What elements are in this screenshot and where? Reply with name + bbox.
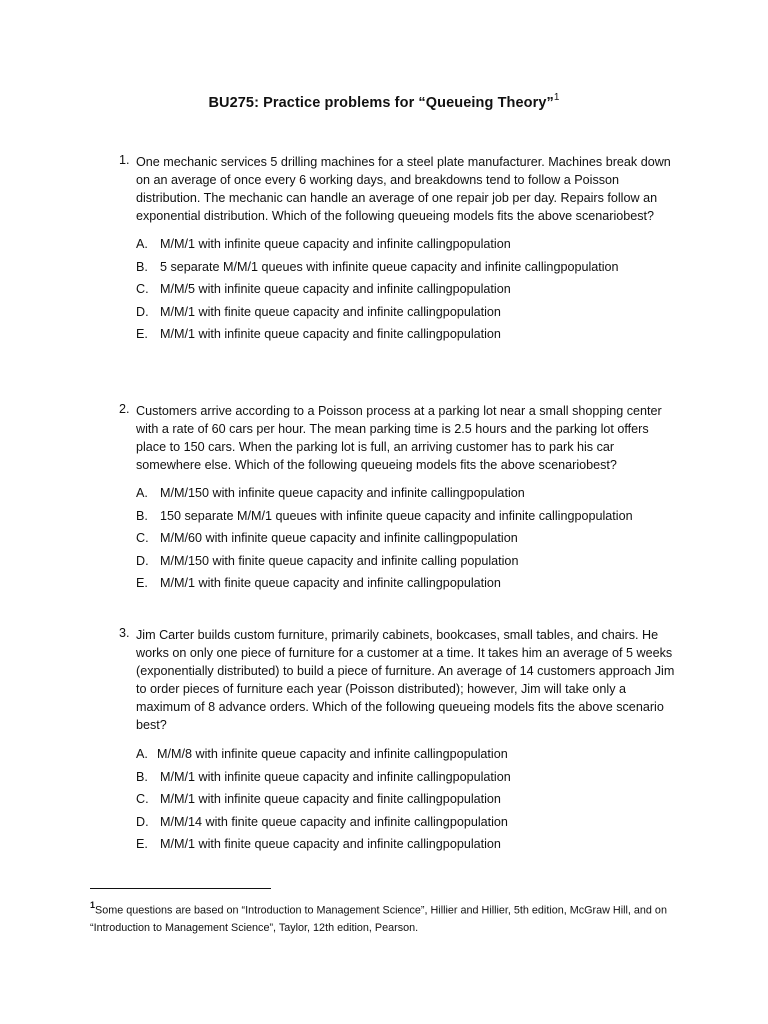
problem-number: 3. (119, 626, 130, 640)
footnote (90, 898, 690, 937)
option-e (136, 325, 676, 348)
option-text: 5 separate M/M/1 queues with infinite queue capacity and infinite callingpopulation (160, 259, 619, 274)
option-a (136, 484, 676, 507)
options-list (136, 235, 676, 348)
option-letter: A. (136, 486, 148, 500)
option-letter: E. (136, 837, 148, 851)
option-b (136, 768, 676, 791)
option-text: M/M/60 with infinite queue capacity and infinite callingpopulation (160, 531, 518, 545)
problem-number: 1. (119, 153, 130, 167)
option-letter: E. (136, 327, 148, 341)
option-letter: A. (136, 237, 148, 251)
problem-number: 2. (119, 402, 130, 416)
option-text: M/M/1 with infinite queue capacity and finite callingpopulation (160, 327, 501, 341)
footnote-text: Some questions are based on “Introduction to Management Science”, Hillier and Hillier, 5th edition, McGraw Hill, and on “Introduction to Management Science”, Taylor, 12th edition, Pearson. (90, 904, 667, 934)
option-c (136, 529, 676, 552)
option-text: M/M/1 with finite queue capacity and infinite callingpopulation (160, 837, 501, 851)
title-text: BU275: Practice problems for “Queueing Theory” (208, 94, 554, 111)
option-letter: D. (136, 304, 149, 319)
option-letter: C. (136, 792, 149, 806)
option-letter: D. (136, 553, 149, 568)
option-letter: A. (136, 747, 148, 761)
option-e (136, 574, 676, 597)
options-list (136, 484, 676, 597)
page-title (0, 93, 768, 111)
option-text: M/M/14 with finite queue capacity and infinite callingpopulation (160, 814, 508, 829)
title-footnote-mark: 1 (553, 92, 560, 103)
option-e (136, 835, 676, 858)
option-text: M/M/1 with infinite queue capacity and infinite callingpopulation (160, 237, 511, 251)
option-letter: E. (136, 576, 148, 590)
option-b (136, 507, 676, 530)
option-letter: B. (136, 508, 148, 523)
option-d (136, 813, 676, 836)
option-letter: C. (136, 282, 149, 296)
option-text: M/M/8 with infinite queue capacity and infinite callingpopulation (157, 747, 508, 761)
option-text: M/M/5 with infinite queue capacity and infinite callingpopulation (160, 282, 511, 296)
options-list (136, 745, 676, 858)
option-c (136, 790, 676, 813)
option-d (136, 303, 676, 326)
option-text: M/M/1 with finite queue capacity and infinite callingpopulation (160, 304, 501, 319)
option-letter: D. (136, 814, 149, 829)
option-text: M/M/150 with finite queue capacity and infinite calling population (160, 553, 519, 568)
option-a (136, 745, 676, 768)
option-text: M/M/150 with infinite queue capacity and infinite callingpopulation (160, 486, 525, 500)
option-letter: B. (136, 769, 148, 784)
option-text: M/M/1 with infinite queue capacity and finite callingpopulation (160, 792, 501, 806)
option-text: M/M/1 with finite queue capacity and infinite callingpopulation (160, 576, 501, 590)
problem-text: Jim Carter builds custom furniture, primarily cabinets, bookcases, small tables, and chairs. He works on only one piece of furniture for a customer at a time. It takes him an average of 5 weeks (exponentially distributed) to build a piece of furniture. An average of 14 customers approach Jim to order pieces of furniture each year (Poisson distributed); however, Jim will take only a maximum of 8 advance orders. Which of the following queueing models fits the above scenario best? (136, 628, 675, 732)
option-text: M/M/1 with infinite queue capacity and infinite callingpopulation (160, 769, 511, 784)
option-d (136, 552, 676, 575)
option-b (136, 258, 676, 281)
problem-text: One mechanic services 5 drilling machines for a steel plate manufacturer. Machines break down on an average of once every 6 working days, and breakdowns tend to follow a Poisson distribution. The mechanic can handle an average of one repair job per day. Repairs follow an exponential distribution. Which of the following queueing models fits the above scenariobest? (136, 155, 671, 223)
option-text: 150 separate M/M/1 queues with infinite queue capacity and infinite callingpopulation (160, 508, 633, 523)
option-c (136, 280, 676, 303)
footnote-divider (90, 888, 271, 889)
problem-text: Customers arrive according to a Poisson process at a parking lot near a small shopping center with a rate of 60 cars per hour. The mean parking time is 2.5 hours and the parking lot offers place to 150 cars. When the parking lot is full, an arriving customer has to park his car somewhere else. Which of the following queueing models fits the above scenariobest? (136, 404, 662, 472)
option-letter: C. (136, 531, 149, 545)
option-letter: B. (136, 259, 148, 274)
footnote-mark: 1 (90, 900, 96, 910)
option-a (136, 235, 676, 258)
